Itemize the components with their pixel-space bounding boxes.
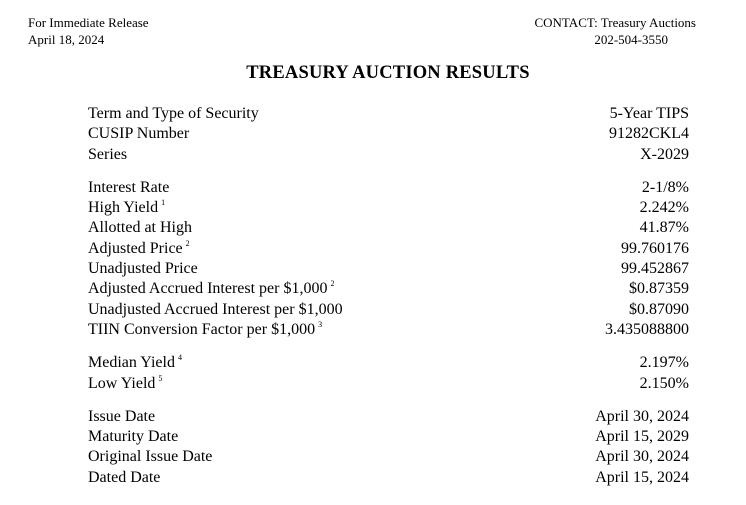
result-label-text: Median Yield (88, 354, 175, 372)
release-date: April 18, 2024 (28, 32, 105, 47)
result-value: 3.435088800 (605, 320, 689, 338)
results-group (88, 353, 689, 394)
release-label: For Immediate Release (28, 15, 149, 30)
result-label (88, 300, 343, 320)
result-label (88, 320, 322, 342)
result-row (88, 239, 689, 259)
result-label-text: Maturity Date (88, 428, 179, 446)
result-label-text: Issue Date (88, 407, 156, 425)
result-label-text: Interest Rate (88, 178, 170, 196)
footnote-marker: 3 (318, 319, 323, 329)
result-row (88, 124, 689, 144)
results-group (88, 104, 689, 165)
result-label-text: Term and Type of Security (88, 105, 259, 122)
result-label-text: Unadjusted Accrued Interest per $1,000 (88, 300, 343, 318)
contact-phone: 202-504-3550 (594, 32, 668, 47)
result-row (88, 279, 689, 299)
result-label-text: Adjusted Accrued Interest per $1,000 (88, 280, 328, 298)
result-label (88, 374, 162, 396)
result-label (88, 239, 190, 261)
result-row (88, 447, 689, 467)
result-value: April 15, 2024 (595, 468, 689, 486)
result-row (88, 300, 689, 320)
result-label-text: CUSIP Number (88, 125, 190, 143)
footnote-marker: 4 (177, 353, 182, 363)
result-row (88, 353, 689, 373)
result-value: April 15, 2029 (595, 428, 689, 446)
result-label (88, 447, 212, 467)
page-title: TREASURY AUCTION RESULTS (246, 63, 530, 83)
result-row (88, 407, 689, 427)
result-label (88, 145, 127, 165)
result-value: April 30, 2024 (595, 448, 689, 466)
footnote-marker: 2 (330, 279, 335, 289)
results-group (88, 407, 689, 488)
result-row (88, 427, 689, 447)
auction-results-table (88, 104, 689, 501)
result-label-text: Unadjusted Price (88, 260, 198, 278)
result-label-text: Low Yield (88, 374, 156, 392)
result-label (88, 178, 169, 198)
result-row (88, 218, 689, 238)
result-label-text: Dated Date (88, 468, 161, 486)
result-value: April 30, 2024 (595, 407, 689, 425)
result-label (88, 124, 189, 144)
results-group (88, 178, 689, 340)
result-row (88, 320, 689, 340)
result-label-text: Adjusted Price (88, 239, 183, 257)
result-label-text: TIIN Conversion Factor per $1,000 (88, 320, 316, 338)
result-label-text: High Yield (88, 199, 159, 217)
result-value: 99.452867 (621, 260, 689, 278)
footnote-marker: 5 (158, 373, 163, 383)
result-value: 2-1/8% (641, 178, 689, 196)
result-value: 41.87% (639, 219, 689, 237)
result-label (88, 468, 160, 488)
result-row (88, 104, 689, 124)
footnote-marker: 2 (185, 238, 190, 248)
result-row (88, 145, 689, 165)
contact-info (534, 14, 696, 48)
result-value: $0.87359 (629, 280, 689, 298)
result-label (88, 104, 259, 124)
result-row (88, 259, 689, 279)
footnote-marker: 1 (161, 198, 166, 208)
result-value: 99.760176 (621, 239, 689, 257)
result-label (88, 407, 155, 427)
result-label-text: Allotted at High (88, 219, 192, 237)
result-row (88, 468, 689, 488)
result-label (88, 279, 334, 301)
release-info (28, 14, 149, 48)
result-label (88, 259, 198, 279)
result-label (88, 218, 192, 238)
result-row (88, 374, 689, 394)
result-value: $0.87090 (629, 300, 689, 318)
result-label (88, 427, 178, 447)
result-value: 2.242% (639, 199, 689, 217)
result-label-text: Series (88, 145, 128, 163)
result-label (88, 198, 165, 220)
result-value: 2.150% (639, 374, 689, 392)
result-value: 91282CKL4 (609, 125, 689, 143)
result-label (88, 353, 182, 375)
result-row (88, 178, 689, 198)
contact-label: CONTACT: Treasury Auctions (534, 15, 696, 30)
result-value: X-2029 (640, 145, 689, 163)
result-value: 5-Year TIPS (609, 105, 689, 122)
result-value: 2.197% (639, 354, 689, 372)
result-row (88, 198, 689, 218)
result-label-text: Original Issue Date (88, 448, 213, 466)
